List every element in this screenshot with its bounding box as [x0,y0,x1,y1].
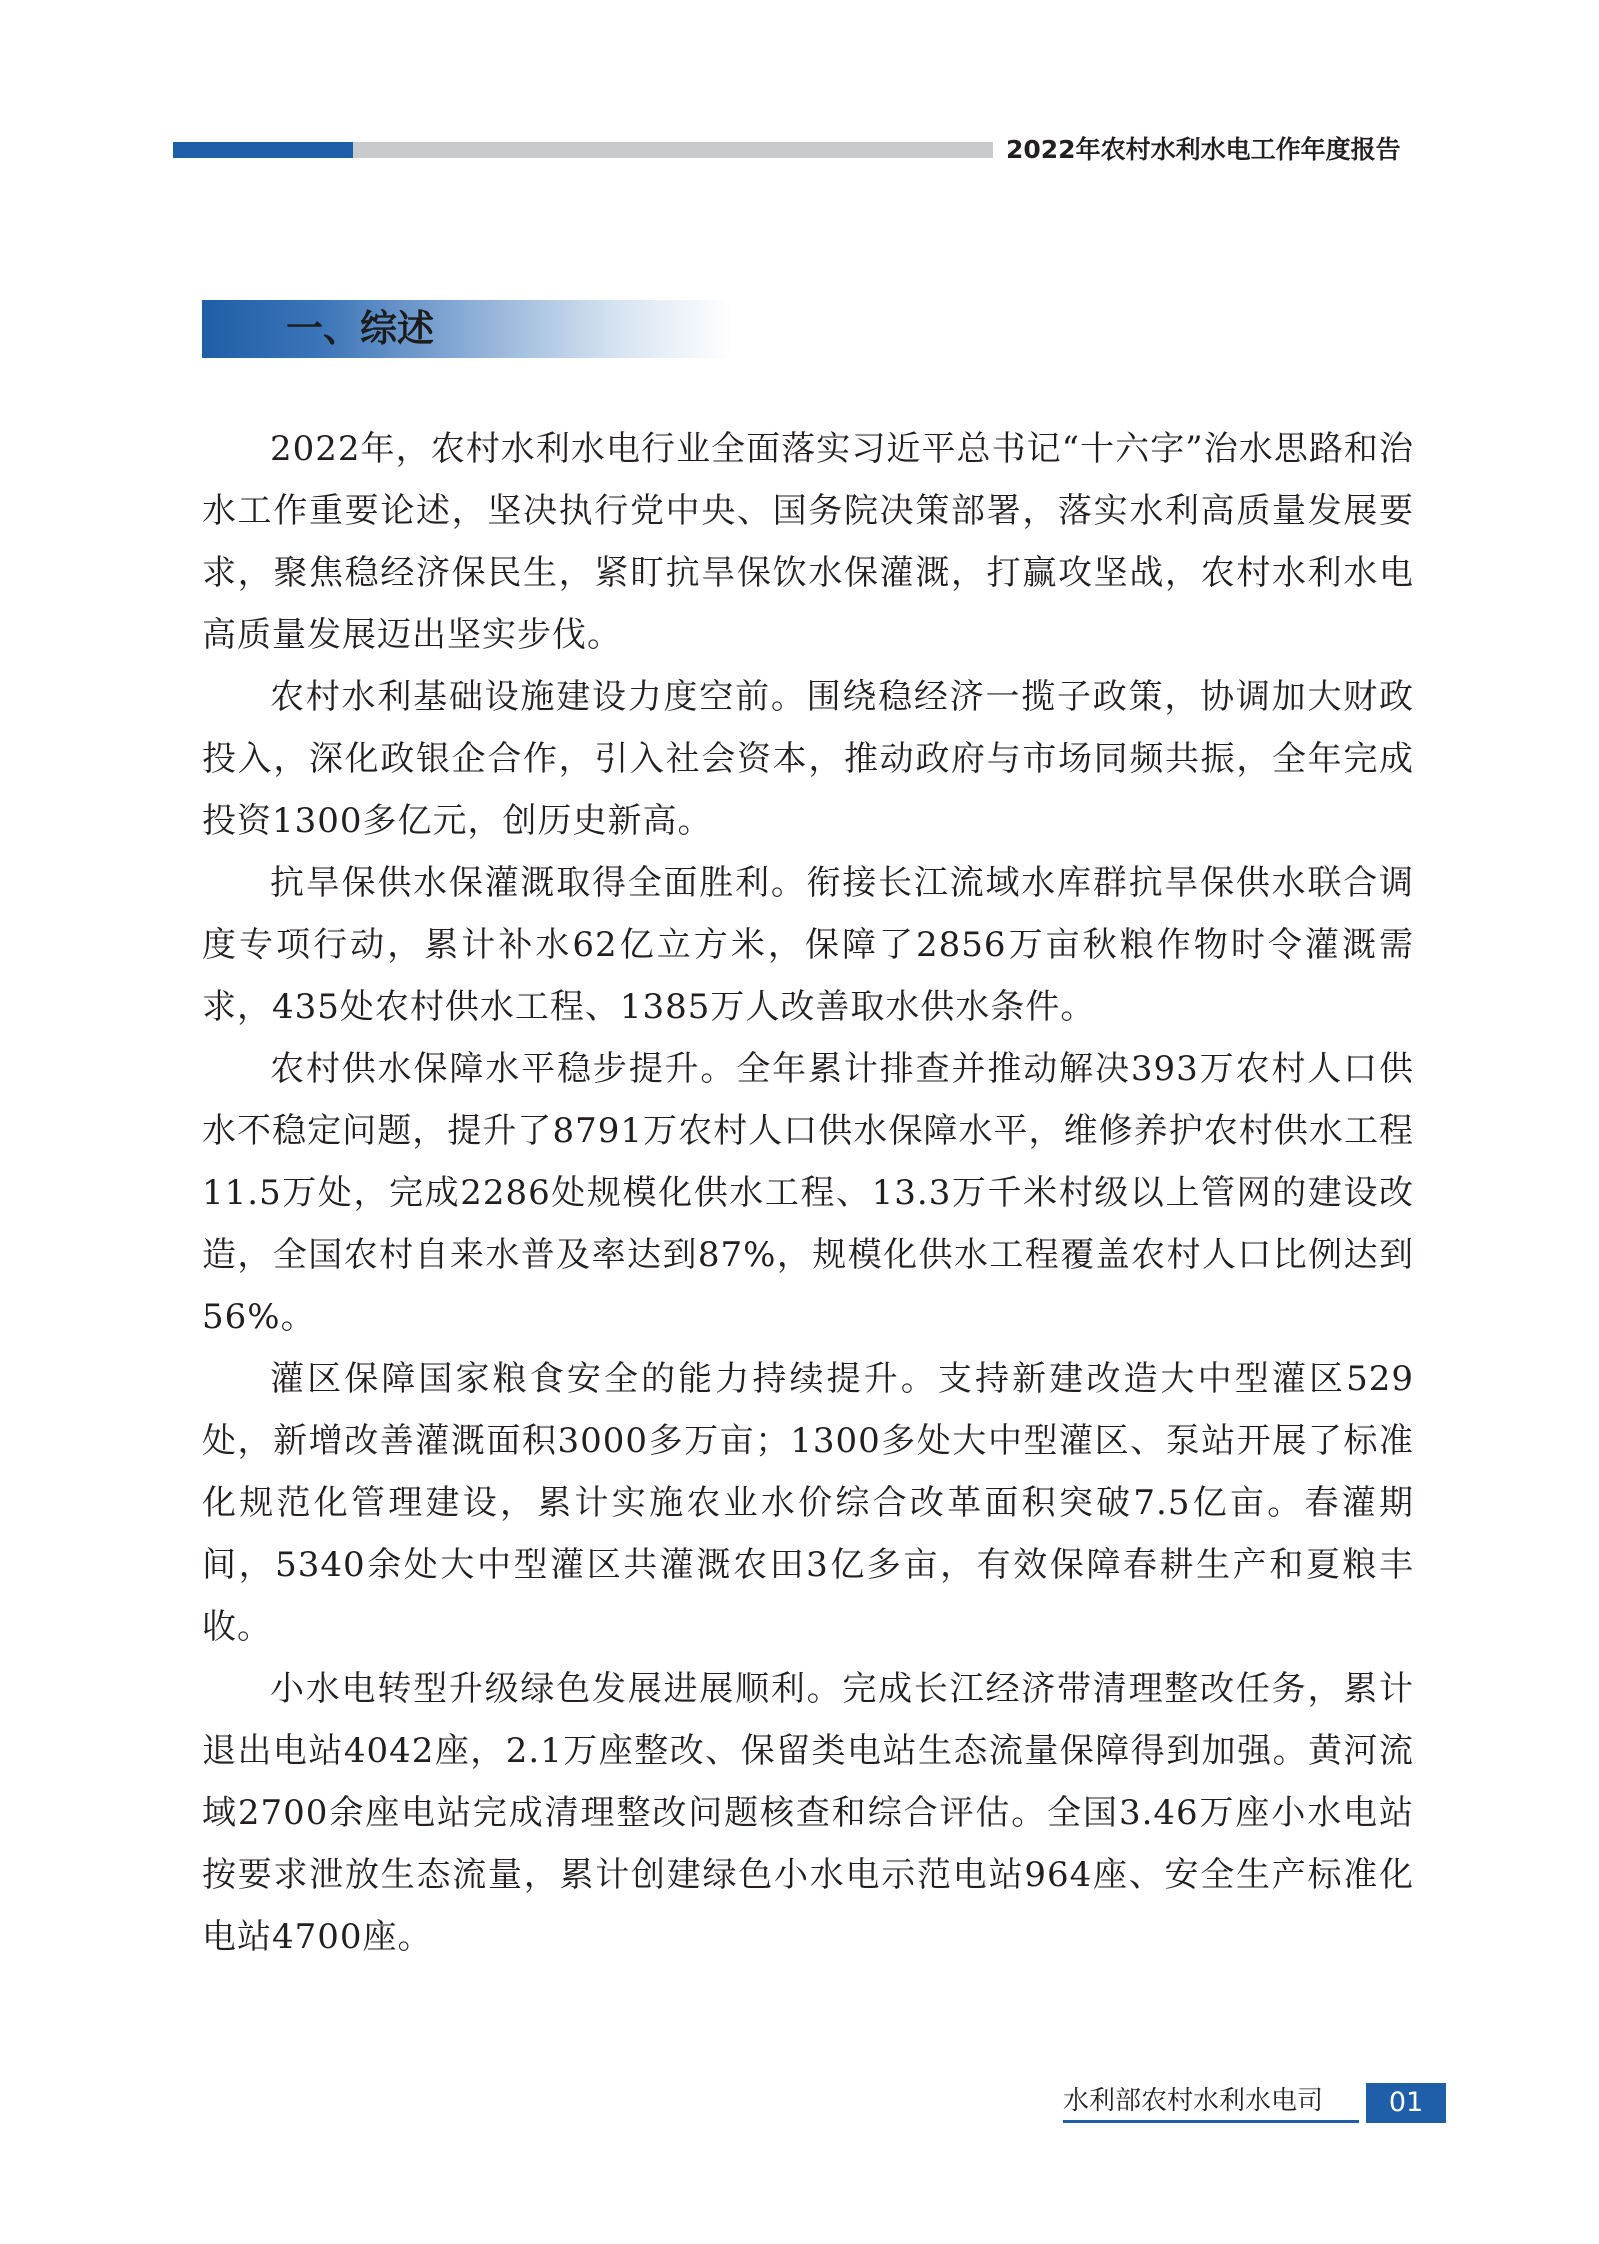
footer-department: 水利部农村水利水电司 [1063,2083,1359,2123]
body-text [202,418,1414,1968]
paragraph: 2022年，农村水利水电行业全面落实习近平总书记“十六字”治水思路和治水工作重要论述，坚决执行党中央、国务院决策部署，落实水利高质量发展要求，聚焦稳经济保民生，紧盯抗旱保饮水保灌溉，打赢攻坚战，农村水利水电高质量发展迈出坚实步伐。 [202,429,1414,655]
paragraph: 农村供水保障水平稳步提升。全年累计排查并推动解决393万农村人口供水不稳定问题，提升了8791万农村人口供水保障水平，维修养护农村供水工程11.5万处，完成2286处规模化供水工程、13.3万千米村级以上管网的建设改造，全国农村自来水普及率达到87%，规模化供水工程覆盖农村人口比例达到56%。 [202,1049,1414,1337]
paragraph: 抗旱保供水保灌溉取得全面胜利。衔接长江流域水库群抗旱保供水联合调度专项行动，累计补水62亿立方米，保障了2856万亩秋粮作物时令灌溉需求，435处农村供水工程、1385万人改善取水供水条件。 [202,863,1414,1027]
page-number: 01 [1366,2083,1446,2123]
section-heading: 一、综述 [286,307,434,350]
paragraph: 小水电转型升级绿色发展进展顺利。完成长江经济带清理整改任务，累计退出电站4042座，2.1万座整改、保留类电站生态流量保障得到加强。黄河流域2700余座电站完成清理整改问题核查和综合评估。全国3.46万座小水电站按要求泄放生态流量，累计创建绿色小水电示范电站964座、安全生产标准化电站4700座。 [202,1669,1414,1957]
paragraph: 农村水利基础设施建设力度空前。围绕稳经济一揽子政策，协调加大财政投入，深化政银企合作，引入社会资本，推动政府与市场同频共振，全年完成投资1300多亿元，创历史新高。 [202,677,1414,841]
paragraph: 灌区保障国家粮食安全的能力持续提升。支持新建改造大中型灌区529处，新增改善灌溉面积3000多万亩；1300多处大中型灌区、泵站开展了标准化规范化管理建设，累计实施农业水价综合改革面积突破7.5亿亩。春灌期间，5340余处大中型灌区共灌溉农田3亿多亩，有效保障春耕生产和夏粮丰收。 [202,1359,1414,1647]
header-rule-accent [173,142,353,158]
section-heading-banner [202,300,732,358]
report-title: 2022年农村水利水电工作年度报告 [1006,135,1401,164]
